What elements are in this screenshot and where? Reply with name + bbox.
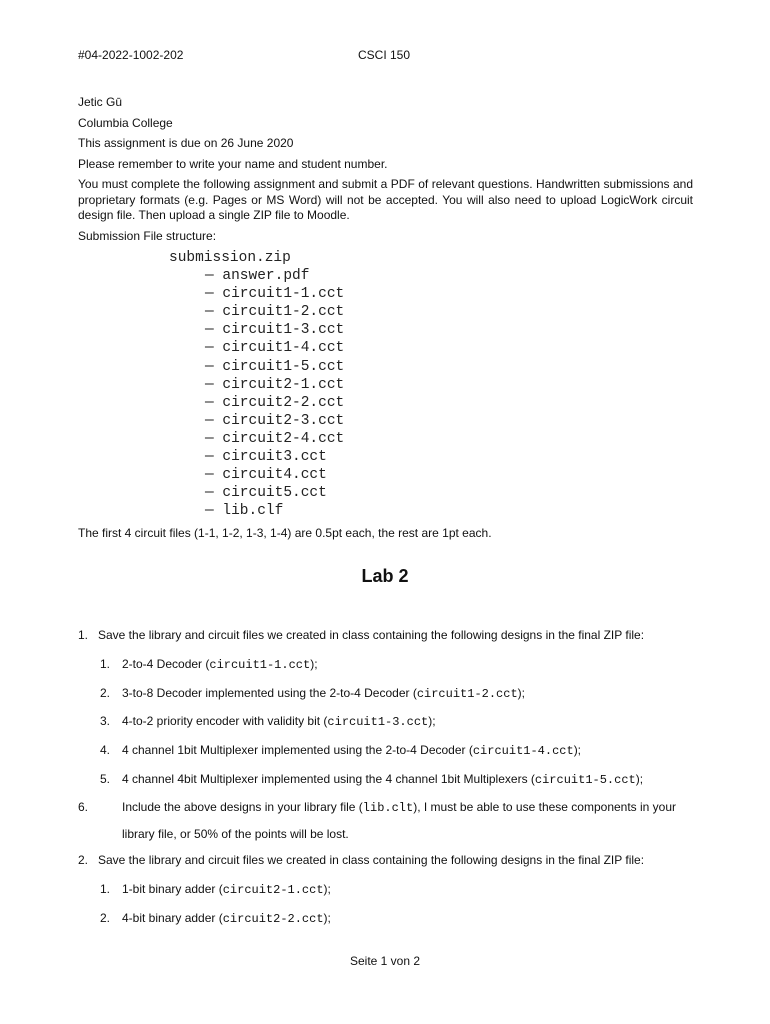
tree-dash: — [205, 430, 214, 447]
tree-dash: — [205, 358, 214, 375]
tree-filename: answer.pdf [222, 268, 310, 285]
tree-entry [169, 267, 344, 285]
tree-entry [169, 466, 344, 484]
course-code: CSCI 150 [358, 48, 411, 62]
question-text: Save the library and circuit files we created in class containing the following designs in the final ZIP file: [98, 628, 645, 642]
tree-dash: — [205, 268, 214, 285]
tree-dash: — [205, 394, 214, 411]
sub-item-number: 5. [100, 772, 111, 786]
tree-dash: — [205, 412, 214, 429]
tree-filename: circuit1-4.cct [222, 340, 345, 357]
sub-item [78, 794, 697, 847]
sub-item-text: 4 channel 4bit Multiplexer implemented using the 4 channel 1bit Multiplexers ( [122, 772, 535, 786]
file-name-code: circuit1-4.cct [472, 744, 574, 758]
sub-item-number: 1. [100, 657, 111, 671]
question-number: 1. [78, 628, 89, 642]
sub-item-text-end: ); [635, 772, 644, 786]
sub-item-text: 4-bit binary adder ( [122, 911, 223, 925]
tree-dash: — [205, 340, 214, 357]
tree-entry [169, 430, 344, 448]
sub-item-number: 1. [100, 882, 111, 896]
tree-filename: circuit1-2.cct [222, 304, 345, 321]
file-name-code: lib.clt [362, 801, 414, 815]
sub-item-number: 3. [100, 714, 111, 728]
instructions-text: You must complete the following assignment and submit a PDF of relevant questions. Handwritten submissions and proprietary formats (e.g. Pages or MS Word) will not be accepted. You will also need to upload LogicWork circuit design file. Then upload a single ZIP file to Moodle. [78, 177, 693, 222]
sub-item [100, 766, 690, 793]
tree-dash: — [205, 503, 214, 520]
sub-item-text-end: ), I must be able to use these components in your library file, or 50% of the points will be lost. [122, 800, 677, 841]
tree-entry [169, 358, 344, 376]
file-name-code: circuit1-3.cct [327, 715, 429, 729]
tree-entry [169, 448, 344, 466]
sub-item-text-end: ); [517, 686, 525, 700]
tree-entry [169, 285, 344, 303]
sub-item-text: 4 channel 1bit Multiplexer implemented using the 2-to-4 Decoder ( [122, 743, 473, 757]
file-name-code: circuit1-1.cct [209, 658, 311, 672]
tree-dash: — [205, 322, 214, 339]
tree-filename: circuit2-1.cct [222, 376, 345, 393]
sub-item [100, 708, 690, 735]
tree-filename: circuit1-3.cct [222, 322, 345, 339]
tree-dash: — [205, 304, 214, 321]
question-2 [78, 853, 644, 867]
sub-item [100, 905, 690, 932]
sub-item-text-end: ); [428, 714, 436, 728]
file-name-code: circuit1-5.cct [534, 773, 636, 787]
sub-item-text: 1-bit binary adder ( [122, 882, 223, 896]
tree-dash: — [205, 286, 214, 303]
sub-item-text: 4-to-2 priority encoder with validity bit ( [122, 714, 328, 728]
sub-item-text: 3-to-8 Decoder implemented using the 2-to-4 Decoder ( [122, 686, 417, 700]
points-note: The first 4 circuit files (1-1, 1-2, 1-3, 1-4) are 0.5pt each, the rest are 1pt each. [78, 526, 492, 540]
submission-tree [169, 249, 344, 520]
tree-filename: circuit4.cct [222, 467, 327, 484]
reminder-text: Please remember to write your name and student number. [78, 156, 388, 171]
sub-item-text: 2-to-4 Decoder ( [122, 657, 210, 671]
sub-item [100, 680, 690, 707]
tree-entry [169, 394, 344, 412]
due-date: This assignment is due on 26 June 2020 [78, 136, 294, 150]
sub-item-text-end: ); [323, 911, 331, 925]
sub-item-text: Include the above designs in your library file ( [122, 800, 363, 814]
tree-dash: — [205, 376, 214, 393]
sub-item-number: 2. [100, 911, 111, 925]
sub-item-number: 2. [100, 686, 111, 700]
sub-item-number: 4. [100, 743, 111, 757]
sub-item [100, 737, 690, 764]
file-name-code: circuit2-2.cct [222, 912, 324, 926]
tree-filename: circuit2-2.cct [222, 394, 345, 411]
intro-block [78, 95, 693, 249]
lab-title: Lab 2 [361, 566, 409, 586]
tree-filename: circuit3.cct [222, 449, 327, 466]
tree-entry [169, 321, 344, 339]
tree-filename: circuit1-1.cct [222, 286, 345, 303]
tree-entry [169, 502, 344, 520]
sub-item-text-end: ); [573, 743, 582, 757]
tree-entry [169, 339, 344, 357]
question-1 [78, 628, 644, 642]
author-name: Jetic Gū [78, 95, 123, 109]
sub-item [100, 876, 690, 903]
file-name-code: circuit2-1.cct [222, 883, 324, 897]
tree-entry [169, 484, 344, 502]
tree-dash: — [205, 449, 214, 466]
sub-item-text-end: ); [310, 657, 318, 671]
tree-entry [169, 376, 344, 394]
sub-item-text-end: ); [323, 882, 331, 896]
document-id: #04-2022-1002-202 [78, 48, 184, 62]
page-footer: Seite 1 von 2 [349, 954, 421, 968]
tree-root: submission.zip [169, 250, 291, 266]
question-text: Save the library and circuit files we created in class containing the following designs in the final ZIP file: [98, 853, 645, 867]
tree-filename: lib.clf [222, 503, 284, 520]
tree-filename: circuit1-5.cct [222, 358, 345, 375]
structure-label: Submission File structure: [78, 228, 217, 243]
sub-item [100, 651, 690, 678]
tree-filename: circuit5.cct [222, 485, 327, 502]
question-number: 2. [78, 853, 89, 867]
sub-item-number: 6. [78, 800, 89, 814]
college-name: Columbia College [78, 115, 173, 130]
tree-dash: — [205, 467, 214, 484]
tree-filename: circuit2-4.cct [222, 430, 345, 447]
tree-entry [169, 303, 344, 321]
tree-filename: circuit2-3.cct [222, 412, 345, 429]
tree-entry [169, 412, 344, 430]
file-name-code: circuit1-2.cct [416, 687, 518, 701]
tree-dash: — [205, 485, 214, 502]
